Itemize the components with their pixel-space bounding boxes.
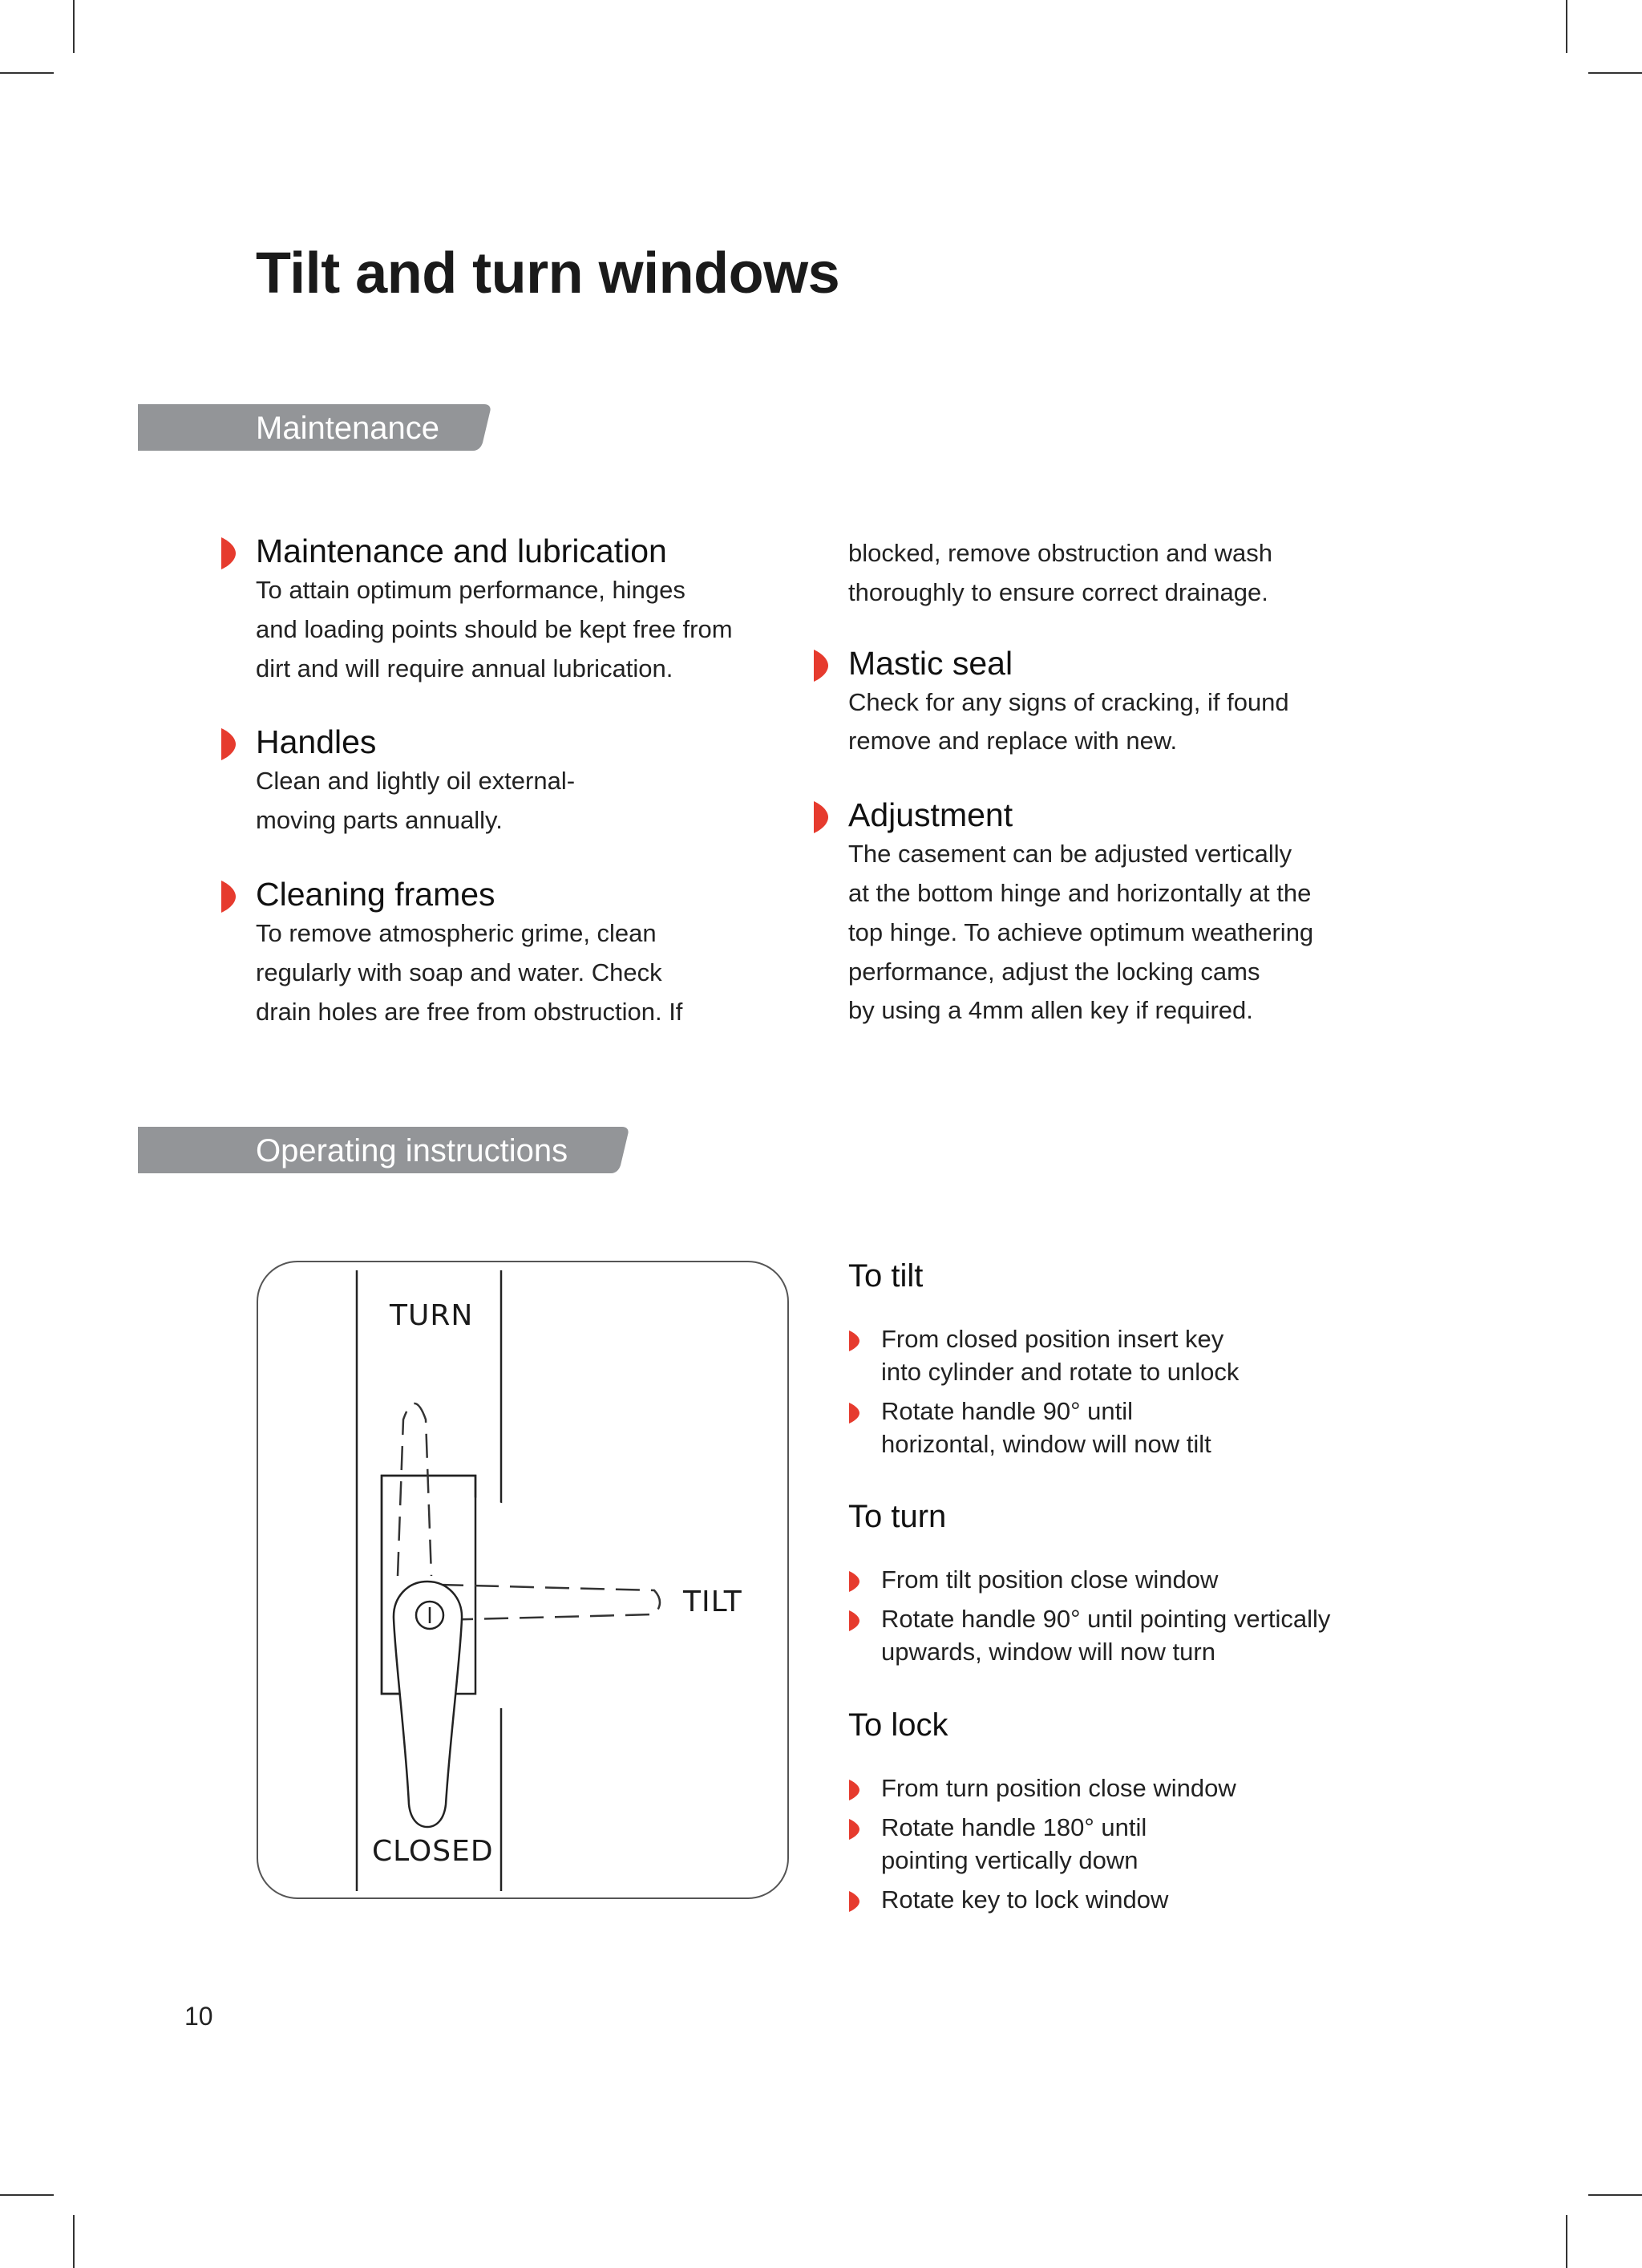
step-text: Rotate handle 90° until xyxy=(881,1397,1134,1425)
maintenance-item xyxy=(256,531,769,688)
maintenance-item xyxy=(256,874,769,1031)
crop-mark xyxy=(1588,2194,1642,2196)
text-line: remove and replace with new. xyxy=(848,727,1178,755)
item-heading: Handles xyxy=(256,723,377,761)
item-text xyxy=(256,914,769,1031)
to-turn-steps xyxy=(848,1563,1426,1675)
red-bullet-icon xyxy=(848,1571,859,1592)
step-item xyxy=(848,1811,1426,1877)
maintenance-left-column xyxy=(256,531,769,1031)
text-line: To attain optimum performance, hinges xyxy=(256,576,686,604)
page-title: Tilt and turn windows xyxy=(256,241,840,306)
red-bullet-icon xyxy=(848,1819,859,1840)
step-text: From turn position close window xyxy=(881,1774,1236,1802)
item-text xyxy=(848,835,1361,1031)
text-line: by using a 4mm allen key if required. xyxy=(848,996,1253,1025)
text-line: Clean and lightly oil external- xyxy=(256,767,576,796)
step-text: Rotate handle 90° until pointing vertically xyxy=(881,1605,1331,1633)
section-title: Maintenance xyxy=(256,411,440,446)
step-item xyxy=(848,1772,1426,1804)
maintenance-item xyxy=(256,722,769,840)
step-item xyxy=(848,1602,1426,1668)
turn-label: TURN xyxy=(390,1299,474,1332)
red-bullet-icon xyxy=(220,881,236,913)
to-tilt-steps xyxy=(848,1322,1426,1467)
to-lock-heading: To lock xyxy=(848,1707,948,1743)
text-line: moving parts annually. xyxy=(256,806,503,835)
crop-mark xyxy=(73,0,75,53)
step-text: From closed position insert key xyxy=(881,1325,1224,1353)
text-line: Check for any signs of cracking, if found xyxy=(848,687,1289,716)
crop-mark xyxy=(0,2194,54,2196)
crop-mark xyxy=(1566,2215,1567,2268)
step-item xyxy=(848,1563,1426,1596)
operating-section-header xyxy=(138,1127,629,1173)
item-text xyxy=(256,762,769,840)
text-line: drain holes are free from obstruction. If xyxy=(256,997,683,1026)
to-tilt-heading: To tilt xyxy=(848,1258,924,1294)
window-handle-illustration xyxy=(255,1259,792,1901)
red-bullet-icon xyxy=(848,1330,859,1351)
crop-mark xyxy=(73,2215,75,2268)
to-turn-heading: To turn xyxy=(848,1499,947,1534)
text-line: To remove atmospheric grime, clean xyxy=(256,918,657,947)
red-bullet-icon xyxy=(220,537,236,569)
red-bullet-icon xyxy=(848,1891,859,1912)
page-number: 10 xyxy=(184,2002,213,2031)
text-line: and loading points should be kept free from xyxy=(256,614,733,643)
item-text xyxy=(848,534,1361,613)
text-line: performance, adjust the locking cams xyxy=(848,957,1260,986)
text-line: at the bottom hinge and horizontally at the xyxy=(848,878,1312,907)
crop-mark xyxy=(0,72,54,74)
handle-diagram xyxy=(255,1259,792,1905)
step-item xyxy=(848,1395,1426,1460)
step-text: Rotate handle 180° until xyxy=(881,1813,1147,1841)
step-text: From tilt position close window xyxy=(881,1565,1219,1594)
step-text: pointing vertically down xyxy=(881,1846,1138,1874)
text-line: regularly with soap and water. Check xyxy=(256,958,662,986)
maintenance-item xyxy=(848,643,1361,762)
closed-label: CLOSED xyxy=(372,1835,494,1868)
crop-mark xyxy=(1566,0,1567,53)
red-bullet-icon xyxy=(848,1403,859,1424)
step-item xyxy=(848,1322,1426,1388)
red-bullet-icon xyxy=(220,728,236,760)
red-bullet-icon xyxy=(812,650,828,682)
item-heading: Mastic seal xyxy=(848,644,1013,682)
item-text xyxy=(848,683,1361,762)
crop-mark xyxy=(1588,72,1642,74)
section-title: Operating instructions xyxy=(256,1133,568,1168)
to-lock-steps xyxy=(848,1772,1426,1922)
step-text: upwards, window will now turn xyxy=(881,1638,1215,1666)
red-bullet-icon xyxy=(848,1780,859,1800)
red-bullet-icon xyxy=(812,801,828,833)
item-heading: Adjustment xyxy=(848,796,1013,834)
maintenance-section-header xyxy=(138,404,491,451)
step-text: into cylinder and rotate to unlock xyxy=(881,1358,1240,1386)
text-line: top hinge. To achieve optimum weathering xyxy=(848,917,1314,946)
maintenance-item-continued xyxy=(848,534,1361,613)
step-item xyxy=(848,1883,1426,1916)
maintenance-item xyxy=(848,795,1361,1031)
text-line: blocked, remove obstruction and wash xyxy=(848,539,1273,567)
text-line: dirt and will require annual lubrication. xyxy=(256,654,673,682)
item-heading: Maintenance and lubrication xyxy=(256,533,667,569)
item-text xyxy=(256,571,769,688)
tilt-label: TILT xyxy=(683,1586,742,1618)
step-text: horizontal, window will now tilt xyxy=(881,1430,1211,1458)
item-heading: Cleaning frames xyxy=(256,875,495,913)
step-text: Rotate key to lock window xyxy=(881,1885,1169,1914)
maintenance-right-column xyxy=(848,534,1361,1031)
text-line: The casement can be adjusted vertically xyxy=(848,840,1292,869)
text-line: thoroughly to ensure correct drainage. xyxy=(848,577,1268,606)
red-bullet-icon xyxy=(848,1610,859,1631)
